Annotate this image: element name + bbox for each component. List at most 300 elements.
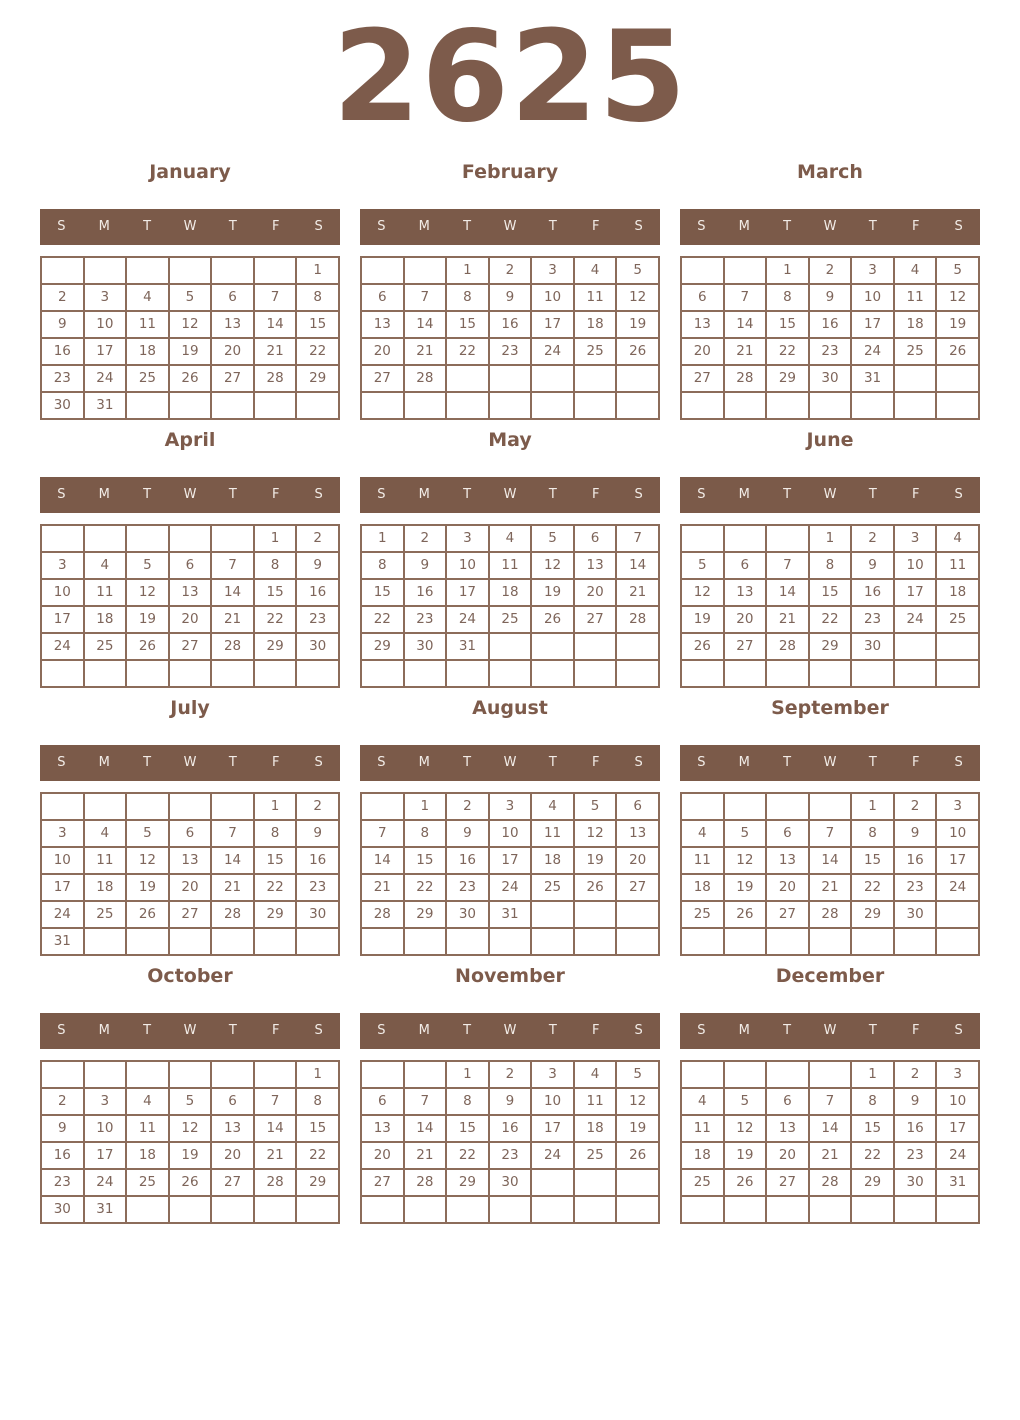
empty-day-cell xyxy=(169,392,212,419)
empty-day-cell xyxy=(254,392,297,419)
month-november xyxy=(360,963,660,1224)
week-row xyxy=(41,874,339,901)
week-row xyxy=(361,793,659,820)
day-cell: 4 xyxy=(681,820,724,847)
week-row xyxy=(41,1142,339,1169)
weekday-label: W xyxy=(823,219,837,235)
weekday-label: S xyxy=(377,755,386,771)
weekday-label: S xyxy=(314,1023,323,1039)
empty-day-cell xyxy=(361,1061,404,1088)
weekday-label: S xyxy=(314,487,323,503)
empty-day-cell xyxy=(616,660,659,687)
day-cell: 12 xyxy=(936,284,979,311)
day-cell: 18 xyxy=(531,847,574,874)
empty-day-cell xyxy=(41,1061,84,1088)
day-cell: 31 xyxy=(84,1196,127,1223)
day-cell: 7 xyxy=(724,284,767,311)
week-row xyxy=(681,365,979,392)
month-title: March xyxy=(797,160,863,183)
day-cell: 6 xyxy=(361,1088,404,1115)
weekday-header xyxy=(360,745,660,781)
day-cell: 31 xyxy=(936,1169,979,1196)
day-cell: 29 xyxy=(296,365,339,392)
day-cell: 16 xyxy=(296,847,339,874)
weekday-label: T xyxy=(228,1023,237,1039)
weekday-label: T xyxy=(228,487,237,503)
day-cell: 12 xyxy=(616,284,659,311)
weekday-label: T xyxy=(463,487,472,503)
day-cell: 20 xyxy=(169,874,212,901)
day-cell: 6 xyxy=(574,525,617,552)
empty-day-cell xyxy=(681,525,724,552)
weekday-label: T xyxy=(463,1023,472,1039)
day-cell: 18 xyxy=(936,579,979,606)
day-cell: 25 xyxy=(126,1169,169,1196)
day-cell: 6 xyxy=(169,552,212,579)
day-cell: 12 xyxy=(126,847,169,874)
week-row xyxy=(361,633,659,660)
empty-day-cell xyxy=(574,1169,617,1196)
day-cell: 5 xyxy=(681,552,724,579)
day-cell: 4 xyxy=(84,552,127,579)
day-cell: 5 xyxy=(616,1061,659,1088)
day-cell: 7 xyxy=(809,1088,852,1115)
week-row xyxy=(681,392,979,419)
day-cell: 18 xyxy=(574,311,617,338)
month-march xyxy=(680,159,980,420)
weekday-label: T xyxy=(868,755,877,771)
weekday-header xyxy=(360,209,660,245)
day-cell: 6 xyxy=(766,820,809,847)
weekday-label: M xyxy=(418,219,430,235)
day-cell: 31 xyxy=(84,392,127,419)
day-grid xyxy=(360,792,660,956)
week-row xyxy=(361,338,659,365)
day-cell: 22 xyxy=(851,874,894,901)
day-cell: 14 xyxy=(809,847,852,874)
day-cell: 4 xyxy=(574,1061,617,1088)
day-cell: 26 xyxy=(126,901,169,928)
week-row xyxy=(41,392,339,419)
day-cell: 29 xyxy=(404,901,447,928)
empty-day-cell xyxy=(766,1061,809,1088)
month-title: January xyxy=(149,160,231,183)
day-cell: 7 xyxy=(361,820,404,847)
empty-day-cell xyxy=(211,928,254,955)
day-cell: 17 xyxy=(531,1115,574,1142)
weekday-label: S xyxy=(634,1023,643,1039)
day-grid xyxy=(360,524,660,688)
day-cell: 7 xyxy=(254,284,297,311)
weekday-label: T xyxy=(463,755,472,771)
day-cell: 13 xyxy=(574,552,617,579)
weekday-header xyxy=(680,745,980,781)
weekday-label: S xyxy=(377,487,386,503)
day-cell: 28 xyxy=(254,1169,297,1196)
day-cell: 19 xyxy=(681,606,724,633)
day-cell: 4 xyxy=(681,1088,724,1115)
day-cell: 2 xyxy=(851,525,894,552)
week-row xyxy=(361,284,659,311)
day-grid xyxy=(40,256,340,420)
weekday-label: M xyxy=(418,1023,430,1039)
day-cell: 10 xyxy=(446,552,489,579)
day-cell: 23 xyxy=(894,1142,937,1169)
month-february xyxy=(360,159,660,420)
day-cell: 1 xyxy=(446,1061,489,1088)
weekday-label: F xyxy=(591,1023,600,1039)
empty-day-cell xyxy=(41,257,84,284)
day-cell: 18 xyxy=(574,1115,617,1142)
day-cell: 15 xyxy=(296,311,339,338)
day-cell: 27 xyxy=(361,365,404,392)
day-cell: 11 xyxy=(126,311,169,338)
day-cell: 28 xyxy=(724,365,767,392)
day-cell: 7 xyxy=(404,284,447,311)
weekday-header xyxy=(40,1013,340,1049)
week-row xyxy=(681,1169,979,1196)
week-row xyxy=(361,847,659,874)
day-cell: 6 xyxy=(766,1088,809,1115)
week-row xyxy=(681,525,979,552)
week-row xyxy=(41,552,339,579)
day-cell: 14 xyxy=(724,311,767,338)
weekday-label: M xyxy=(98,219,110,235)
day-cell: 31 xyxy=(851,365,894,392)
day-cell: 2 xyxy=(894,793,937,820)
weekday-label: M xyxy=(98,487,110,503)
month-july xyxy=(40,695,340,956)
day-cell: 16 xyxy=(894,847,937,874)
week-row xyxy=(681,1088,979,1115)
weekday-label: W xyxy=(183,1023,197,1039)
day-cell: 9 xyxy=(851,552,894,579)
day-cell: 22 xyxy=(404,874,447,901)
empty-day-cell xyxy=(361,257,404,284)
weekday-label: W xyxy=(823,755,837,771)
day-cell: 29 xyxy=(446,1169,489,1196)
day-cell: 18 xyxy=(894,311,937,338)
month-title: June xyxy=(806,428,854,451)
weekday-label: S xyxy=(57,755,66,771)
day-cell: 22 xyxy=(254,874,297,901)
day-cell: 31 xyxy=(489,901,532,928)
weekday-label: T xyxy=(143,219,152,235)
day-cell: 9 xyxy=(489,1088,532,1115)
week-row xyxy=(41,365,339,392)
day-cell: 17 xyxy=(936,1115,979,1142)
day-cell: 8 xyxy=(766,284,809,311)
empty-day-cell xyxy=(681,1061,724,1088)
weekday-label: W xyxy=(183,487,197,503)
day-cell: 9 xyxy=(296,820,339,847)
weekday-label: S xyxy=(697,1023,706,1039)
day-cell: 12 xyxy=(531,552,574,579)
week-row xyxy=(361,928,659,955)
day-cell: 13 xyxy=(766,1115,809,1142)
week-row xyxy=(41,579,339,606)
empty-day-cell xyxy=(616,1169,659,1196)
day-cell: 11 xyxy=(574,284,617,311)
empty-day-cell xyxy=(681,660,724,687)
week-row xyxy=(41,311,339,338)
day-cell: 30 xyxy=(296,901,339,928)
empty-day-cell xyxy=(489,928,532,955)
day-cell: 30 xyxy=(809,365,852,392)
empty-day-cell xyxy=(616,901,659,928)
week-row xyxy=(361,1169,659,1196)
weekday-label: F xyxy=(911,755,920,771)
weekday-label: S xyxy=(954,219,963,235)
weekday-label: T xyxy=(783,219,792,235)
weekday-label: S xyxy=(57,219,66,235)
day-cell: 10 xyxy=(84,311,127,338)
empty-day-cell xyxy=(446,365,489,392)
day-cell: 9 xyxy=(41,311,84,338)
day-cell: 3 xyxy=(84,1088,127,1115)
day-cell: 17 xyxy=(851,311,894,338)
day-cell: 3 xyxy=(851,257,894,284)
day-cell: 5 xyxy=(169,284,212,311)
weekday-label: T xyxy=(783,487,792,503)
empty-day-cell xyxy=(616,633,659,660)
weekday-label: W xyxy=(503,755,517,771)
day-cell: 15 xyxy=(254,579,297,606)
month-title: July xyxy=(170,696,210,719)
day-cell: 18 xyxy=(84,606,127,633)
day-cell: 22 xyxy=(766,338,809,365)
empty-day-cell xyxy=(489,660,532,687)
day-cell: 12 xyxy=(616,1088,659,1115)
empty-day-cell xyxy=(489,1196,532,1223)
day-cell: 4 xyxy=(574,257,617,284)
month-june xyxy=(680,427,980,688)
week-row xyxy=(681,793,979,820)
month-september xyxy=(680,695,980,956)
week-row xyxy=(361,1088,659,1115)
day-cell: 26 xyxy=(724,1169,767,1196)
day-grid xyxy=(360,256,660,420)
empty-day-cell xyxy=(41,793,84,820)
week-row xyxy=(41,1088,339,1115)
empty-day-cell xyxy=(211,1196,254,1223)
day-cell: 21 xyxy=(211,874,254,901)
month-title: December xyxy=(775,964,885,987)
day-cell: 21 xyxy=(361,874,404,901)
day-cell: 11 xyxy=(681,1115,724,1142)
day-cell: 4 xyxy=(489,525,532,552)
week-row xyxy=(361,1142,659,1169)
day-cell: 24 xyxy=(531,338,574,365)
day-cell: 21 xyxy=(404,338,447,365)
day-cell: 8 xyxy=(254,552,297,579)
day-cell: 18 xyxy=(84,874,127,901)
empty-day-cell xyxy=(894,392,937,419)
day-cell: 10 xyxy=(84,1115,127,1142)
day-grid xyxy=(40,792,340,956)
week-row xyxy=(361,1061,659,1088)
day-cell: 15 xyxy=(851,1115,894,1142)
weekday-label: S xyxy=(697,755,706,771)
day-cell: 25 xyxy=(681,901,724,928)
empty-day-cell xyxy=(936,365,979,392)
empty-day-cell xyxy=(724,793,767,820)
day-cell: 29 xyxy=(254,901,297,928)
day-cell: 1 xyxy=(851,1061,894,1088)
weekday-label: S xyxy=(954,487,963,503)
day-cell: 29 xyxy=(851,1169,894,1196)
week-row xyxy=(681,847,979,874)
day-cell: 2 xyxy=(489,257,532,284)
empty-day-cell xyxy=(724,257,767,284)
empty-day-cell xyxy=(616,928,659,955)
week-row xyxy=(681,257,979,284)
day-cell: 8 xyxy=(446,284,489,311)
empty-day-cell xyxy=(851,660,894,687)
day-cell: 17 xyxy=(894,579,937,606)
day-cell: 19 xyxy=(126,874,169,901)
week-row xyxy=(681,820,979,847)
day-cell: 31 xyxy=(41,928,84,955)
day-cell: 24 xyxy=(84,365,127,392)
day-cell: 6 xyxy=(724,552,767,579)
empty-day-cell xyxy=(361,660,404,687)
day-cell: 10 xyxy=(851,284,894,311)
day-cell: 9 xyxy=(894,1088,937,1115)
empty-day-cell xyxy=(489,365,532,392)
week-row xyxy=(361,820,659,847)
empty-day-cell xyxy=(361,928,404,955)
day-cell: 30 xyxy=(296,633,339,660)
weekday-label: W xyxy=(503,487,517,503)
day-cell: 15 xyxy=(766,311,809,338)
day-cell: 16 xyxy=(809,311,852,338)
day-cell: 12 xyxy=(724,1115,767,1142)
day-grid xyxy=(680,256,980,420)
day-cell: 25 xyxy=(574,338,617,365)
day-cell: 5 xyxy=(936,257,979,284)
month-title: November xyxy=(455,964,565,987)
week-row xyxy=(681,928,979,955)
empty-day-cell xyxy=(404,392,447,419)
empty-day-cell xyxy=(766,392,809,419)
week-row xyxy=(681,1196,979,1223)
day-cell: 26 xyxy=(531,606,574,633)
weekday-label: S xyxy=(377,1023,386,1039)
day-cell: 23 xyxy=(446,874,489,901)
day-cell: 28 xyxy=(809,901,852,928)
month-title: August xyxy=(472,696,548,719)
day-cell: 16 xyxy=(489,1115,532,1142)
day-cell: 14 xyxy=(766,579,809,606)
day-cell: 30 xyxy=(446,901,489,928)
empty-day-cell xyxy=(809,1196,852,1223)
weekday-header xyxy=(680,1013,980,1049)
day-cell: 24 xyxy=(41,633,84,660)
day-cell: 17 xyxy=(936,847,979,874)
weekday-label: S xyxy=(954,1023,963,1039)
empty-day-cell xyxy=(126,793,169,820)
day-cell: 2 xyxy=(446,793,489,820)
day-cell: 5 xyxy=(724,820,767,847)
weekday-label: T xyxy=(548,487,557,503)
day-cell: 18 xyxy=(126,1142,169,1169)
empty-day-cell xyxy=(211,793,254,820)
day-cell: 26 xyxy=(724,901,767,928)
day-cell: 24 xyxy=(936,874,979,901)
day-cell: 20 xyxy=(361,338,404,365)
day-cell: 15 xyxy=(254,847,297,874)
week-row xyxy=(41,660,339,687)
empty-day-cell xyxy=(531,365,574,392)
day-cell: 20 xyxy=(681,338,724,365)
day-cell: 28 xyxy=(809,1169,852,1196)
week-row xyxy=(681,552,979,579)
empty-day-cell xyxy=(574,1196,617,1223)
empty-day-cell xyxy=(404,660,447,687)
day-cell: 23 xyxy=(296,874,339,901)
week-row xyxy=(681,874,979,901)
day-cell: 7 xyxy=(211,552,254,579)
week-row xyxy=(681,579,979,606)
empty-day-cell xyxy=(936,660,979,687)
day-cell: 2 xyxy=(41,284,84,311)
day-cell: 25 xyxy=(894,338,937,365)
day-cell: 22 xyxy=(851,1142,894,1169)
week-row xyxy=(681,901,979,928)
day-cell: 2 xyxy=(489,1061,532,1088)
day-cell: 6 xyxy=(681,284,724,311)
weekday-header xyxy=(680,209,980,245)
empty-day-cell xyxy=(126,392,169,419)
empty-day-cell xyxy=(574,660,617,687)
day-cell: 19 xyxy=(724,1142,767,1169)
weekday-label: S xyxy=(57,1023,66,1039)
day-cell: 28 xyxy=(211,633,254,660)
empty-day-cell xyxy=(296,392,339,419)
empty-day-cell xyxy=(531,928,574,955)
day-cell: 11 xyxy=(681,847,724,874)
day-cell: 26 xyxy=(126,633,169,660)
day-cell: 9 xyxy=(296,552,339,579)
week-row xyxy=(41,820,339,847)
day-cell: 9 xyxy=(894,820,937,847)
day-cell: 27 xyxy=(169,901,212,928)
weekday-label: T xyxy=(868,487,877,503)
day-cell: 8 xyxy=(404,820,447,847)
weekday-header xyxy=(40,477,340,513)
empty-day-cell xyxy=(809,1061,852,1088)
year-title: 2625 xyxy=(332,3,688,150)
day-cell: 26 xyxy=(169,365,212,392)
week-row xyxy=(681,284,979,311)
calendar-page xyxy=(0,3,1020,1224)
empty-day-cell xyxy=(766,928,809,955)
empty-day-cell xyxy=(254,257,297,284)
weekday-label: F xyxy=(271,487,280,503)
empty-day-cell xyxy=(574,365,617,392)
day-cell: 9 xyxy=(809,284,852,311)
day-grid xyxy=(40,1060,340,1224)
day-cell: 21 xyxy=(616,579,659,606)
weekday-label: T xyxy=(143,755,152,771)
weekday-label: M xyxy=(738,755,750,771)
day-cell: 3 xyxy=(936,1061,979,1088)
day-cell: 3 xyxy=(489,793,532,820)
day-cell: 24 xyxy=(446,606,489,633)
week-row xyxy=(41,257,339,284)
day-cell: 10 xyxy=(894,552,937,579)
